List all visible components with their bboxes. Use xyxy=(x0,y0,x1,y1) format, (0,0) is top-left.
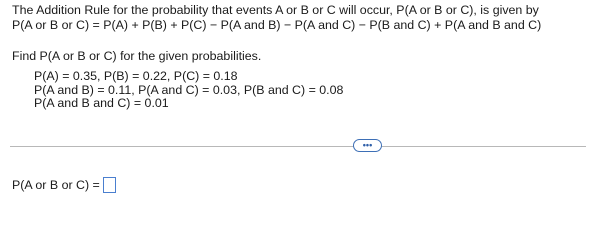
problem-intro xyxy=(12,3,590,33)
given-line-2: P(A and B) = 0.11, P(A and C) = 0.03, P(B and C) = 0.08 xyxy=(34,82,344,97)
given-line-1: P(A) = 0.35, P(B) = 0.22, P(C) = 0.18 xyxy=(34,69,238,83)
instruction-text: Find P(A or B or C) for the given probabilities. xyxy=(12,49,262,63)
given-probabilities xyxy=(34,70,343,111)
intro-line-1: The Addition Rule for the probability that events A or B or C will occur, P(A or B or C), is given by xyxy=(12,3,539,17)
addition-rule-formula: P(A or B or C) = P(A) + P(B) + P(C) − P(A and B) − P(A and C) − P(B and C) + P(A and B and C) xyxy=(12,18,542,32)
answer-input[interactable] xyxy=(103,177,116,193)
section-divider xyxy=(10,146,586,147)
answer-row xyxy=(12,177,116,193)
answer-label: P(A or B or C) = xyxy=(12,178,100,192)
given-line-3: P(A and B and C) = 0.01 xyxy=(34,96,169,110)
expand-more-button[interactable]: ••• xyxy=(353,139,382,152)
